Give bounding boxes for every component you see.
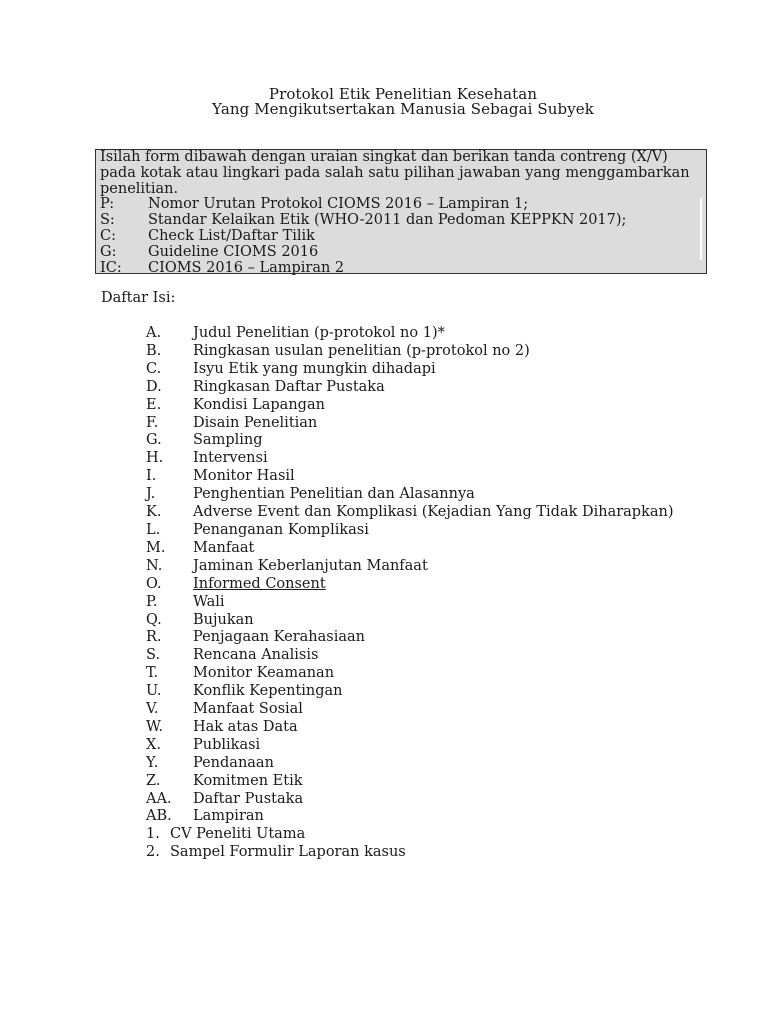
item-label: Penanganan Komplikasi [193,521,369,538]
item-label: Jaminan Keberlanjutan Manfaat [193,557,428,574]
legend-code: IC: [100,259,122,276]
contents-item [146,719,674,737]
item-label: Ringkasan Daftar Pustaka [193,378,385,395]
item-label: Daftar Pustaka [193,790,304,807]
contents-item [146,522,674,540]
item-letter: A. [146,325,162,341]
item-letter: X. [146,736,161,753]
legend-code: G: [100,243,117,260]
instruction-text: Isilah form dibawah dengan uraian singkat dan berikan tanda contreng (X/V) pada kotak atau lingkari pada salah satu pilihan jawaban yang menggambarkan penelitian. [100,149,690,197]
legend-text: Check List/Daftar Tilik [148,227,315,244]
contents-item [146,361,674,379]
contents-item [146,755,674,773]
legend-text: CIOMS 2016 – Lampiran 2 [148,259,345,276]
contents-item [146,450,674,468]
item-letter: J. [146,486,156,503]
contents-item [146,683,674,701]
contents-item [146,629,674,647]
item-letter: F. [146,414,159,431]
contents-item [146,612,674,630]
contents-item [146,379,674,397]
item-label: Kondisi Lapangan [193,396,325,413]
legend-row [100,245,702,261]
item-letter: AA. [146,790,172,807]
legend-code: P: [100,196,115,213]
item-letter: M. [146,539,166,556]
contents-item [146,773,674,791]
item-label: Publikasi [193,736,261,753]
box-inner-rule [700,198,702,260]
document-title: Protokol Etik Penelitian Kesehatan [268,85,538,103]
contents-item [146,701,674,719]
item-letter: B. [146,342,162,359]
contents-item [146,432,674,450]
item-label: Penghentian Penelitian dan Alasannya [193,486,475,503]
item-label: Wali [193,593,225,610]
contents-item [146,504,674,522]
contents-item [146,325,674,343]
contents-item [146,665,674,683]
legend-row [100,229,702,245]
contents-item [146,791,674,809]
instruction-box [95,149,707,274]
item-letter: U. [146,683,162,700]
attachment-number: 1. [146,826,160,842]
contents-item [146,415,674,433]
item-letter: G. [146,432,162,449]
item-letter: T. [146,665,159,682]
legend-code: C: [100,227,116,244]
attachment-label: CV Peneliti Utama [170,826,306,842]
item-letter: C. [146,360,162,377]
item-letter: O. [146,575,162,592]
item-letter: E. [146,396,162,413]
contents-item [146,558,674,576]
item-letter: Q. [146,611,162,628]
item-letter: R. [146,629,162,646]
item-label: Ringkasan usulan penelitian (p-protokol no 2) [193,342,530,359]
contents-item [146,737,674,755]
contents-heading: Daftar Isi: [101,290,176,306]
contents-item [146,468,674,486]
item-label: Disain Penelitian [193,414,318,431]
attachments-list [146,826,406,862]
contents-item [146,343,674,361]
item-label: Monitor Keamanan [193,665,335,682]
item-label: Judul Penelitian (p-protokol no 1)* [193,325,445,341]
item-letter: AB. [146,808,172,825]
item-letter: P. [146,593,158,610]
item-letter: N. [146,557,163,574]
item-letter: D. [146,378,162,395]
contents-item [146,576,674,594]
document-subtitle: Yang Mengikutsertakan Manusia Sebagai Subyek [212,100,594,118]
attachment-item [146,826,406,844]
legend-text: Nomor Urutan Protokol CIOMS 2016 – Lampiran 1; [148,196,529,213]
contents-item [146,594,674,612]
item-label: Manfaat [193,539,255,556]
item-label: Monitor Hasil [193,468,295,485]
item-label: Konflik Kepentingan [193,683,343,700]
contents-list [146,325,674,826]
attachment-number: 2. [146,843,160,860]
contents-item [146,808,674,826]
item-label: Hak atas Data [193,718,298,735]
contents-item [146,397,674,415]
legend-row [100,261,702,277]
item-letter: V. [146,701,159,718]
item-label: Intervensi [193,450,268,467]
item-letter: S. [146,647,161,664]
item-label: Isyu Etik yang mungkin dihadapi [193,360,436,377]
item-label: Komitmen Etik [193,772,303,789]
attachment-item [146,844,406,862]
contents-item [146,540,674,558]
item-label: Sampling [193,432,263,449]
contents-item [146,486,674,504]
item-label: Bujukan [193,611,254,628]
legend-text: Standar Kelaikan Etik (WHO-2011 dan Pedoman KEPPKN 2017); [148,212,627,229]
item-letter: W. [146,718,163,735]
item-label: Pendanaan [193,754,274,771]
item-label: Adverse Event dan Komplikasi (Kejadian Yang Tidak Diharapkan) [193,504,674,521]
legend-row [100,197,702,213]
item-letter: L. [146,521,161,538]
item-letter: Y. [146,754,159,771]
item-letter: K. [146,504,162,521]
item-label: Penjagaan Kerahasiaan [193,629,365,646]
item-label: Lampiran [193,808,264,825]
item-label: Rencana Analisis [193,647,319,664]
legend-code: S: [100,212,115,229]
legend-text: Guideline CIOMS 2016 [148,243,319,260]
item-label-informed-consent: Informed Consent [193,575,326,592]
item-letter: H. [146,450,164,467]
item-letter: Z. [146,772,161,789]
contents-item [146,647,674,665]
item-letter: I. [146,468,157,485]
item-label: Manfaat Sosial [193,701,303,718]
attachment-label: Sampel Formulir Laporan kasus [170,843,406,860]
legend-row [100,213,702,229]
